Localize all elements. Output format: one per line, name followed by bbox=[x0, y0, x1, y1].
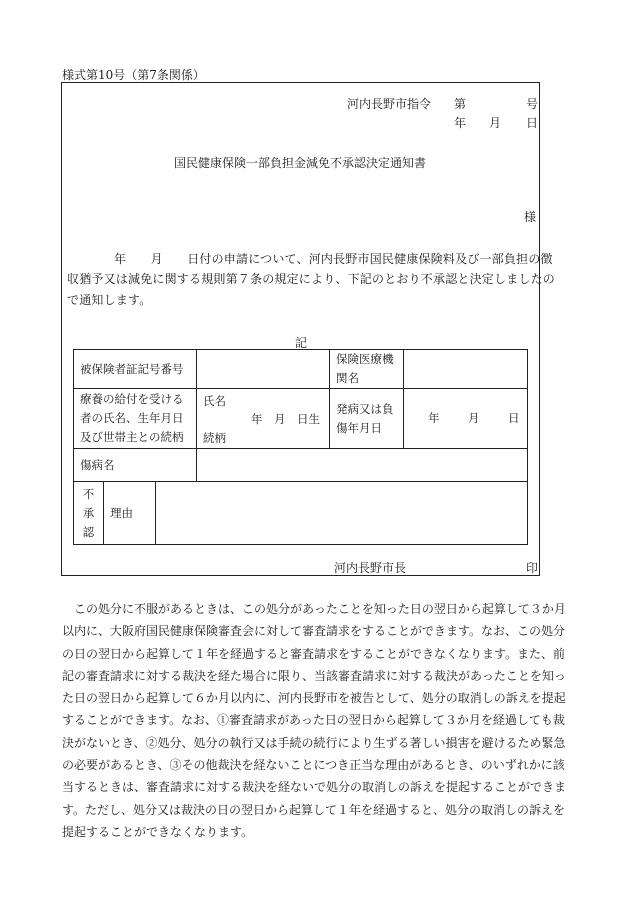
rejection-label: 不 承 認 bbox=[74, 482, 104, 545]
date-year: 年 bbox=[454, 116, 467, 130]
table-row bbox=[74, 482, 528, 545]
body-line-3: で通知します。 bbox=[67, 293, 152, 307]
birth-date: 年 月 日生 bbox=[251, 412, 321, 426]
recipient-value bbox=[197, 389, 330, 449]
onset-label: 発病又は負 傷年月日 bbox=[330, 389, 404, 449]
body-line-2: 収猶予又は減免に関する規則第７条の規定により、下記のとおり不承認と決定しましたの bbox=[67, 272, 556, 286]
table-row bbox=[74, 389, 528, 449]
appeal-note-text: この処分に不服があるときは、この処分があったことを知った日の翌日から起算して３か月以内に、大阪府国民健康保険審査会に対して審査請求をすることができます。なお、この処分の日の翌日から起算して１年を経過すると審査請求をすることができなくなります。また、前記の審査請求に対する裁決を経た場合に限り、当該審査請求に対する裁決があったことを知った日の翌日から起算して６か月以内に、河内長野市を被告として、処分の取消しの訴えを提起することができます。なお、①審査請求があった日の翌日から起算して３か月を経過しても裁決がないとき、②処分、処分の執行又は手続の続行により生ずる著しい損害を避けるため緊急の必要があるとき、③その他裁決を経ないことにつき正当な理由があるとき、のいずれかに該当するときは、審査請求に対する裁決を経ないで処分の取消しの訴えを提起することができます。ただし、処分又は裁決の日の翌日から起算して１年を経過すると、処分の取消しの訴えを提起することができなくなります。 bbox=[62, 602, 567, 839]
ki-mark: 記 bbox=[295, 336, 308, 350]
body-line-1: 年 月 日付の申請について、河内長野市国民健康保険料及び一部負担の徴 bbox=[114, 252, 553, 266]
medical-institution-value bbox=[404, 350, 528, 389]
table-row bbox=[74, 449, 528, 482]
form-number: 様式第10号（第7条関係） bbox=[62, 68, 205, 82]
name-label: 氏名 bbox=[203, 394, 227, 408]
table-row bbox=[74, 350, 528, 389]
onset-date: 年 月 日 bbox=[404, 389, 528, 449]
insured-number-value bbox=[197, 350, 330, 389]
reason-label: 理由 bbox=[104, 482, 156, 545]
insured-number-label: 被保険者証記号番号 bbox=[74, 350, 197, 389]
number-prefix: 第 bbox=[454, 97, 467, 111]
disease-label: 傷病名 bbox=[74, 449, 197, 482]
reason-value bbox=[156, 482, 528, 545]
number-suffix: 号 bbox=[526, 97, 539, 111]
recipient-label: 療養の給付を受ける 者の氏名、生年月日 及び世帯主との続柄 bbox=[74, 389, 197, 449]
relation-label: 続柄 bbox=[203, 431, 227, 445]
seal-mark: 印 bbox=[526, 561, 539, 575]
addressee-suffix: 様 bbox=[524, 210, 537, 224]
issuer-line: 河内長野市指令 bbox=[347, 97, 432, 111]
date-month: 月 bbox=[489, 116, 502, 130]
disease-value bbox=[197, 449, 528, 482]
appeal-note bbox=[62, 598, 572, 843]
date-day: 日 bbox=[526, 116, 539, 130]
mayor-signature: 河内長野市長 bbox=[334, 561, 407, 575]
document-title: 国民健康保険一部負担金減免不承認決定通知書 bbox=[174, 156, 427, 170]
details-table bbox=[73, 349, 528, 545]
medical-institution-label: 保険医療機 関名 bbox=[330, 350, 404, 389]
